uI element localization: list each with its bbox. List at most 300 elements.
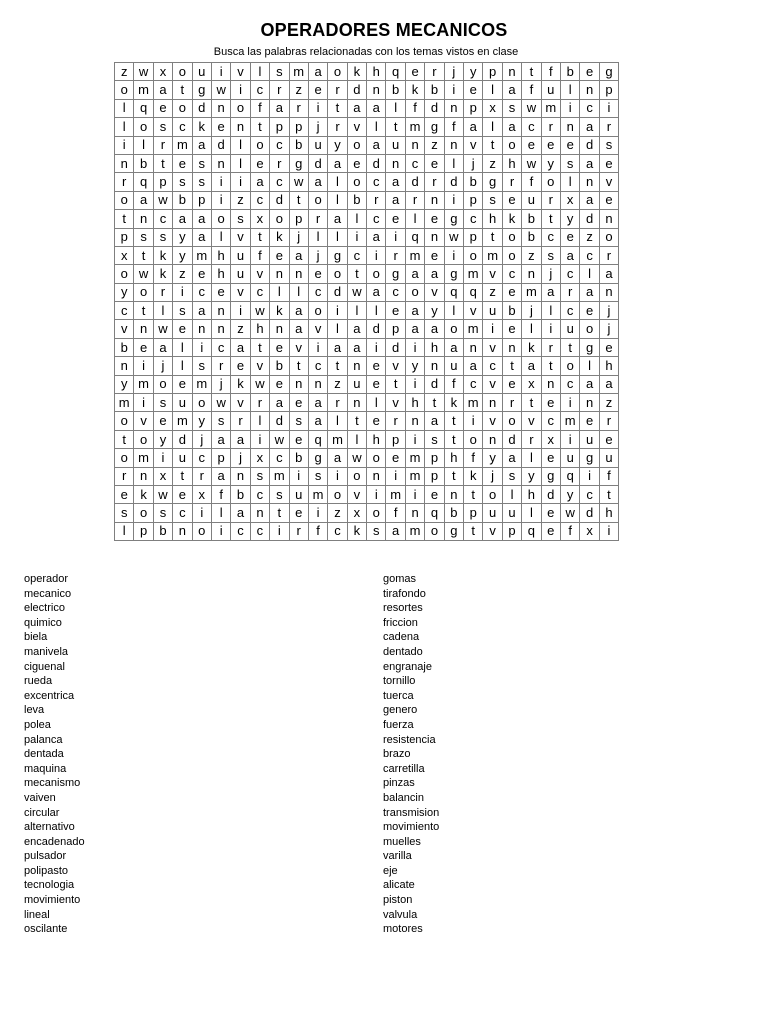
grid-cell[interactable]: i [405, 375, 424, 393]
grid-cell[interactable]: a [444, 338, 463, 356]
grid-cell[interactable]: a [153, 81, 172, 99]
grid-cell[interactable]: t [115, 430, 134, 448]
grid-cell[interactable]: d [192, 99, 211, 117]
grid-cell[interactable]: a [347, 338, 366, 356]
grid-cell[interactable]: a [153, 338, 172, 356]
grid-cell[interactable]: n [405, 412, 424, 430]
grid-cell[interactable]: n [580, 81, 599, 99]
grid-cell[interactable]: p [425, 467, 444, 485]
grid-cell[interactable]: m [115, 394, 134, 412]
grid-cell[interactable]: k [464, 467, 483, 485]
grid-cell[interactable]: n [580, 394, 599, 412]
grid-cell[interactable]: x [483, 99, 502, 117]
grid-cell[interactable]: l [483, 81, 502, 99]
grid-cell[interactable]: o [192, 522, 211, 540]
grid-cell[interactable]: n [134, 320, 153, 338]
grid-cell[interactable]: v [250, 357, 269, 375]
grid-cell[interactable]: n [444, 136, 463, 154]
grid-cell[interactable]: e [173, 375, 192, 393]
grid-cell[interactable]: j [599, 320, 618, 338]
grid-cell[interactable]: a [580, 375, 599, 393]
grid-cell[interactable]: l [328, 228, 347, 246]
grid-cell[interactable]: h [599, 357, 618, 375]
grid-cell[interactable]: j [444, 63, 463, 81]
grid-cell[interactable]: i [153, 449, 172, 467]
grid-cell[interactable]: q [405, 228, 424, 246]
grid-cell[interactable]: o [328, 63, 347, 81]
grid-cell[interactable]: k [347, 522, 366, 540]
grid-cell[interactable]: f [405, 99, 424, 117]
grid-cell[interactable]: t [386, 118, 405, 136]
grid-cell[interactable]: h [502, 154, 521, 172]
grid-cell[interactable]: o [367, 265, 386, 283]
grid-cell[interactable]: a [250, 173, 269, 191]
grid-cell[interactable]: l [522, 320, 541, 338]
grid-cell[interactable]: o [173, 63, 192, 81]
grid-cell[interactable]: x [153, 63, 172, 81]
grid-cell[interactable]: m [328, 430, 347, 448]
grid-cell[interactable]: i [405, 338, 424, 356]
grid-cell[interactable]: o [134, 430, 153, 448]
grid-cell[interactable]: i [405, 430, 424, 448]
grid-cell[interactable]: e [367, 412, 386, 430]
grid-cell[interactable]: o [134, 283, 153, 301]
grid-cell[interactable]: r [522, 430, 541, 448]
grid-cell[interactable]: b [522, 228, 541, 246]
grid-cell[interactable]: i [599, 99, 618, 117]
grid-cell[interactable]: p [464, 504, 483, 522]
grid-cell[interactable]: r [192, 467, 211, 485]
grid-cell[interactable]: g [541, 467, 560, 485]
grid-cell[interactable]: b [444, 504, 463, 522]
grid-cell[interactable]: p [386, 430, 405, 448]
grid-cell[interactable]: i [599, 522, 618, 540]
grid-cell[interactable]: t [250, 118, 269, 136]
grid-cell[interactable]: e [599, 338, 618, 356]
grid-cell[interactable]: i [134, 394, 153, 412]
grid-cell[interactable]: b [173, 191, 192, 209]
grid-cell[interactable]: e [289, 504, 308, 522]
grid-cell[interactable]: i [560, 394, 579, 412]
grid-cell[interactable]: l [328, 320, 347, 338]
grid-cell[interactable]: t [250, 338, 269, 356]
grid-cell[interactable]: y [560, 485, 579, 503]
grid-cell[interactable]: s [134, 228, 153, 246]
grid-cell[interactable]: g [444, 522, 463, 540]
grid-cell[interactable]: b [134, 154, 153, 172]
grid-cell[interactable]: o [115, 412, 134, 430]
grid-cell[interactable]: r [328, 394, 347, 412]
grid-cell[interactable]: m [173, 412, 192, 430]
grid-cell[interactable]: i [270, 522, 289, 540]
grid-cell[interactable]: o [270, 210, 289, 228]
grid-cell[interactable]: l [502, 485, 521, 503]
grid-cell[interactable]: a [405, 302, 424, 320]
grid-cell[interactable]: p [425, 449, 444, 467]
grid-cell[interactable]: j [308, 118, 327, 136]
grid-cell[interactable]: r [308, 210, 327, 228]
grid-cell[interactable]: e [464, 81, 483, 99]
grid-cell[interactable]: r [153, 136, 172, 154]
grid-cell[interactable]: o [483, 485, 502, 503]
grid-cell[interactable]: w [134, 63, 153, 81]
grid-cell[interactable]: s [541, 246, 560, 264]
grid-cell[interactable]: v [250, 265, 269, 283]
grid-cell[interactable]: c [173, 118, 192, 136]
grid-cell[interactable]: w [289, 173, 308, 191]
grid-cell[interactable]: s [270, 63, 289, 81]
grid-cell[interactable]: n [134, 210, 153, 228]
grid-cell[interactable]: v [425, 283, 444, 301]
grid-cell[interactable]: y [173, 228, 192, 246]
grid-cell[interactable]: g [444, 210, 463, 228]
grid-cell[interactable]: c [464, 210, 483, 228]
grid-cell[interactable]: a [231, 338, 250, 356]
grid-cell[interactable]: n [386, 154, 405, 172]
grid-cell[interactable]: a [502, 118, 521, 136]
grid-cell[interactable]: o [115, 265, 134, 283]
grid-cell[interactable]: s [173, 302, 192, 320]
grid-cell[interactable]: i [560, 99, 579, 117]
grid-cell[interactable]: a [347, 99, 366, 117]
grid-cell[interactable]: l [289, 283, 308, 301]
grid-cell[interactable]: p [464, 99, 483, 117]
grid-cell[interactable]: o [115, 81, 134, 99]
grid-cell[interactable]: o [153, 375, 172, 393]
grid-cell[interactable]: p [464, 228, 483, 246]
grid-cell[interactable]: t [173, 467, 192, 485]
grid-cell[interactable]: l [444, 302, 463, 320]
grid-cell[interactable]: o [250, 136, 269, 154]
grid-cell[interactable]: t [250, 228, 269, 246]
grid-cell[interactable]: l [405, 210, 424, 228]
grid-cell[interactable]: a [599, 375, 618, 393]
grid-cell[interactable]: y [425, 302, 444, 320]
grid-cell[interactable]: t [347, 412, 366, 430]
grid-cell[interactable]: m [173, 136, 192, 154]
grid-cell[interactable]: n [599, 210, 618, 228]
grid-cell[interactable]: d [444, 173, 463, 191]
grid-cell[interactable]: a [386, 191, 405, 209]
grid-cell[interactable]: y [173, 246, 192, 264]
grid-cell[interactable]: e [541, 449, 560, 467]
grid-cell[interactable]: s [289, 412, 308, 430]
grid-cell[interactable]: e [560, 136, 579, 154]
grid-cell[interactable]: c [250, 522, 269, 540]
grid-cell[interactable]: o [173, 99, 192, 117]
grid-cell[interactable]: i [367, 485, 386, 503]
grid-cell[interactable]: v [386, 357, 405, 375]
grid-cell[interactable]: e [541, 504, 560, 522]
grid-cell[interactable]: s [192, 357, 211, 375]
grid-cell[interactable]: e [308, 265, 327, 283]
grid-cell[interactable]: u [231, 265, 250, 283]
grid-cell[interactable]: d [580, 210, 599, 228]
grid-cell[interactable]: c [560, 302, 579, 320]
grid-cell[interactable]: o [502, 228, 521, 246]
grid-cell[interactable]: a [308, 394, 327, 412]
grid-cell[interactable]: k [192, 118, 211, 136]
grid-cell[interactable]: x [522, 375, 541, 393]
grid-cell[interactable]: b [231, 485, 250, 503]
grid-cell[interactable]: l [153, 302, 172, 320]
grid-cell[interactable]: g [289, 154, 308, 172]
grid-cell[interactable]: y [560, 210, 579, 228]
grid-cell[interactable]: l [115, 522, 134, 540]
grid-cell[interactable]: w [153, 320, 172, 338]
grid-cell[interactable]: r [270, 154, 289, 172]
grid-cell[interactable]: c [115, 302, 134, 320]
grid-cell[interactable]: c [231, 522, 250, 540]
grid-cell[interactable]: u [173, 394, 192, 412]
grid-cell[interactable]: e [211, 118, 230, 136]
grid-cell[interactable]: l [522, 449, 541, 467]
grid-cell[interactable]: s [425, 430, 444, 448]
grid-cell[interactable]: g [425, 118, 444, 136]
grid-cell[interactable]: o [115, 449, 134, 467]
grid-cell[interactable]: l [367, 302, 386, 320]
grid-cell[interactable]: n [367, 467, 386, 485]
grid-cell[interactable]: b [560, 63, 579, 81]
grid-cell[interactable]: v [386, 394, 405, 412]
grid-cell[interactable]: v [464, 136, 483, 154]
grid-cell[interactable]: z [599, 394, 618, 412]
grid-cell[interactable]: p [599, 81, 618, 99]
grid-cell[interactable]: v [308, 320, 327, 338]
grid-cell[interactable]: m [541, 99, 560, 117]
grid-cell[interactable]: e [192, 265, 211, 283]
grid-cell[interactable]: m [308, 485, 327, 503]
grid-cell[interactable]: i [367, 338, 386, 356]
grid-cell[interactable]: d [173, 430, 192, 448]
grid-cell[interactable]: c [405, 154, 424, 172]
grid-cell[interactable]: v [522, 412, 541, 430]
grid-cell[interactable]: c [580, 246, 599, 264]
grid-cell[interactable]: e [580, 412, 599, 430]
grid-cell[interactable]: d [425, 375, 444, 393]
grid-cell[interactable]: n [270, 265, 289, 283]
grid-cell[interactable]: x [153, 467, 172, 485]
grid-cell[interactable]: q [308, 430, 327, 448]
grid-cell[interactable]: a [328, 210, 347, 228]
grid-cell[interactable]: m [483, 246, 502, 264]
grid-cell[interactable]: a [192, 228, 211, 246]
grid-cell[interactable]: f [250, 246, 269, 264]
grid-cell[interactable]: c [250, 81, 269, 99]
grid-cell[interactable]: a [289, 246, 308, 264]
grid-cell[interactable]: z [580, 228, 599, 246]
grid-cell[interactable]: s [192, 173, 211, 191]
grid-cell[interactable]: a [580, 154, 599, 172]
grid-cell[interactable]: n [367, 81, 386, 99]
grid-cell[interactable]: s [153, 118, 172, 136]
grid-cell[interactable]: q [560, 467, 579, 485]
grid-cell[interactable]: p [115, 228, 134, 246]
grid-cell[interactable]: e [599, 154, 618, 172]
grid-cell[interactable]: n [444, 99, 463, 117]
grid-cell[interactable]: n [211, 154, 230, 172]
grid-cell[interactable]: s [250, 467, 269, 485]
grid-cell[interactable]: i [386, 228, 405, 246]
grid-cell[interactable]: n [405, 136, 424, 154]
grid-cell[interactable]: a [192, 210, 211, 228]
grid-cell[interactable]: z [328, 504, 347, 522]
grid-cell[interactable]: v [231, 394, 250, 412]
grid-cell[interactable]: a [386, 522, 405, 540]
grid-cell[interactable]: n [250, 504, 269, 522]
grid-cell[interactable]: c [580, 99, 599, 117]
grid-cell[interactable]: y [522, 467, 541, 485]
grid-cell[interactable]: l [270, 283, 289, 301]
grid-cell[interactable]: w [444, 228, 463, 246]
grid-cell[interactable]: i [308, 504, 327, 522]
grid-cell[interactable]: i [464, 412, 483, 430]
grid-cell[interactable]: t [464, 522, 483, 540]
grid-cell[interactable]: a [192, 136, 211, 154]
grid-cell[interactable]: t [444, 412, 463, 430]
grid-cell[interactable]: b [153, 522, 172, 540]
grid-cell[interactable]: e [386, 302, 405, 320]
grid-cell[interactable]: w [134, 265, 153, 283]
grid-cell[interactable]: n [599, 283, 618, 301]
grid-cell[interactable]: v [483, 265, 502, 283]
grid-cell[interactable]: c [328, 522, 347, 540]
grid-cell[interactable]: e [134, 338, 153, 356]
grid-cell[interactable]: a [541, 283, 560, 301]
grid-cell[interactable]: n [560, 118, 579, 136]
grid-cell[interactable]: g [580, 449, 599, 467]
grid-cell[interactable]: z [231, 320, 250, 338]
grid-cell[interactable]: e [250, 154, 269, 172]
grid-cell[interactable]: s [153, 394, 172, 412]
grid-cell[interactable]: t [115, 210, 134, 228]
grid-cell[interactable]: i [580, 467, 599, 485]
grid-cell[interactable]: m [405, 467, 424, 485]
grid-cell[interactable]: c [464, 375, 483, 393]
grid-cell[interactable]: d [425, 99, 444, 117]
grid-cell[interactable]: m [405, 246, 424, 264]
grid-cell[interactable]: r [405, 191, 424, 209]
grid-cell[interactable]: s [367, 522, 386, 540]
grid-cell[interactable]: e [502, 320, 521, 338]
grid-cell[interactable]: i [211, 522, 230, 540]
grid-cell[interactable]: g [580, 338, 599, 356]
grid-cell[interactable]: u [444, 357, 463, 375]
grid-cell[interactable]: e [502, 375, 521, 393]
grid-cell[interactable]: b [522, 210, 541, 228]
grid-cell[interactable]: c [541, 412, 560, 430]
grid-cell[interactable]: l [173, 338, 192, 356]
grid-cell[interactable]: p [289, 118, 308, 136]
grid-cell[interactable]: a [367, 99, 386, 117]
grid-cell[interactable]: o [231, 99, 250, 117]
grid-cell[interactable]: r [425, 173, 444, 191]
grid-cell[interactable]: g [192, 81, 211, 99]
grid-cell[interactable]: o [367, 449, 386, 467]
grid-cell[interactable]: x [580, 522, 599, 540]
grid-cell[interactable]: i [231, 81, 250, 99]
grid-cell[interactable]: s [308, 467, 327, 485]
grid-cell[interactable]: e [425, 485, 444, 503]
grid-cell[interactable]: j [289, 228, 308, 246]
grid-cell[interactable]: c [250, 485, 269, 503]
grid-cell[interactable]: p [289, 210, 308, 228]
grid-cell[interactable]: i [386, 467, 405, 485]
grid-cell[interactable]: w [270, 430, 289, 448]
grid-cell[interactable]: e [425, 154, 444, 172]
grid-cell[interactable]: n [211, 320, 230, 338]
grid-cell[interactable]: n [231, 467, 250, 485]
grid-cell[interactable]: f [464, 449, 483, 467]
grid-cell[interactable]: r [560, 283, 579, 301]
grid-cell[interactable]: s [211, 412, 230, 430]
grid-cell[interactable]: r [115, 173, 134, 191]
grid-cell[interactable]: v [483, 375, 502, 393]
grid-cell[interactable]: o [580, 320, 599, 338]
grid-cell[interactable]: g [386, 265, 405, 283]
grid-cell[interactable]: i [444, 81, 463, 99]
grid-cell[interactable]: l [347, 210, 366, 228]
grid-cell[interactable]: c [270, 173, 289, 191]
grid-cell[interactable]: f [599, 467, 618, 485]
grid-cell[interactable]: q [522, 522, 541, 540]
grid-cell[interactable]: d [386, 338, 405, 356]
grid-cell[interactable]: l [347, 430, 366, 448]
grid-cell[interactable]: m [134, 375, 153, 393]
grid-cell[interactable]: a [502, 449, 521, 467]
grid-cell[interactable]: t [270, 504, 289, 522]
grid-cell[interactable]: n [134, 467, 153, 485]
grid-cell[interactable]: d [308, 154, 327, 172]
grid-cell[interactable]: a [425, 320, 444, 338]
grid-cell[interactable]: a [425, 265, 444, 283]
grid-cell[interactable]: h [444, 449, 463, 467]
grid-cell[interactable]: v [483, 338, 502, 356]
grid-cell[interactable]: e [173, 154, 192, 172]
grid-cell[interactable]: u [522, 191, 541, 209]
grid-cell[interactable]: e [367, 357, 386, 375]
grid-cell[interactable]: a [367, 136, 386, 154]
grid-cell[interactable]: i [250, 430, 269, 448]
grid-cell[interactable]: a [599, 265, 618, 283]
grid-cell[interactable]: u [483, 302, 502, 320]
grid-cell[interactable]: n [211, 99, 230, 117]
grid-cell[interactable]: e [386, 210, 405, 228]
grid-cell[interactable]: c [483, 357, 502, 375]
grid-cell[interactable]: a [308, 63, 327, 81]
grid-cell[interactable]: o [464, 430, 483, 448]
grid-cell[interactable]: c [367, 173, 386, 191]
grid-cell[interactable]: r [289, 99, 308, 117]
grid-cell[interactable]: s [270, 485, 289, 503]
grid-cell[interactable]: u [386, 136, 405, 154]
grid-cell[interactable]: r [289, 522, 308, 540]
grid-cell[interactable]: c [211, 338, 230, 356]
grid-cell[interactable]: o [328, 485, 347, 503]
grid-cell[interactable]: t [483, 228, 502, 246]
grid-cell[interactable]: n [347, 357, 366, 375]
grid-cell[interactable]: r [328, 118, 347, 136]
grid-cell[interactable]: e [211, 283, 230, 301]
grid-cell[interactable]: v [599, 173, 618, 191]
grid-cell[interactable]: a [580, 118, 599, 136]
grid-cell[interactable]: o [347, 136, 366, 154]
grid-cell[interactable]: i [405, 485, 424, 503]
grid-cell[interactable]: f [522, 173, 541, 191]
grid-cell[interactable]: n [115, 154, 134, 172]
grid-cell[interactable]: t [502, 357, 521, 375]
grid-cell[interactable]: j [483, 467, 502, 485]
